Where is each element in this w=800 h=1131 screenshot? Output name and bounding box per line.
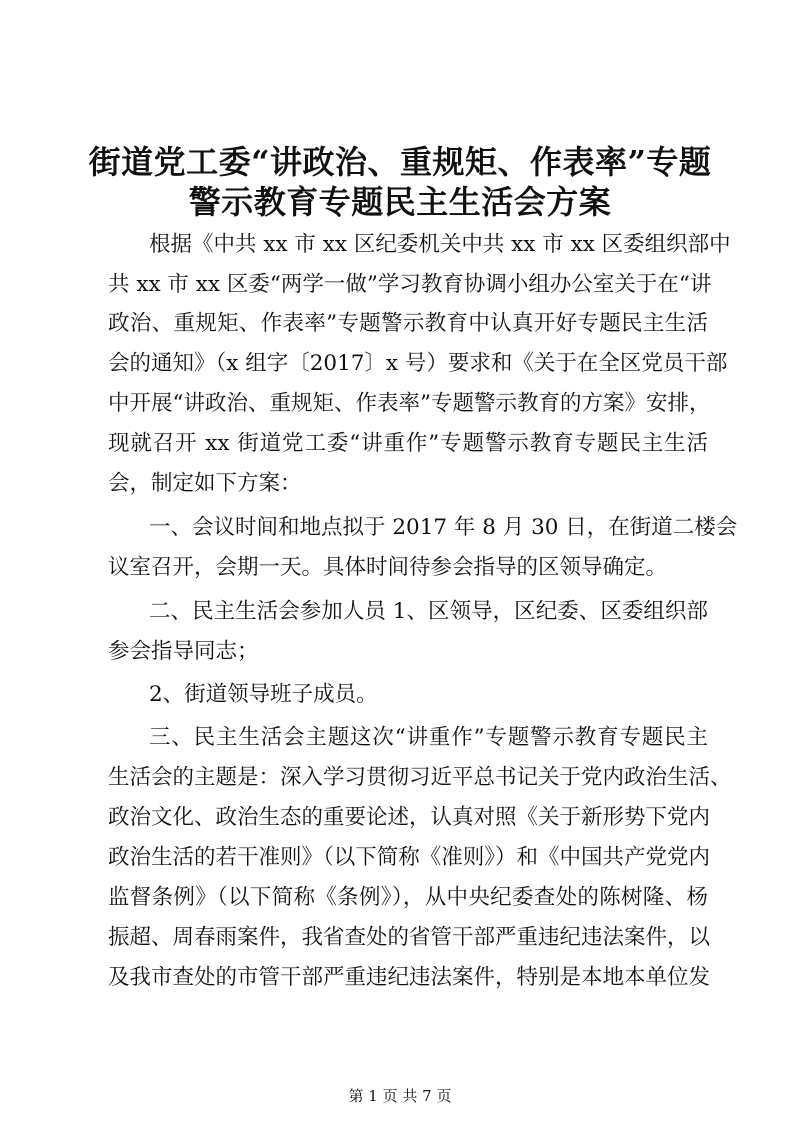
body-line: 政治文化、政治生态的重要论述，认真对照《关于新形势下党内: [108, 805, 711, 830]
body-line: 会，制定如下方案：: [108, 471, 302, 496]
page-number-footer: 第 1 页 共 7 页: [348, 1087, 452, 1105]
body-line: 监督条例》（以下简称《条例》），从中央纪委查处的陈树隆、杨: [108, 885, 708, 910]
body-line: 政治生活的若干准则》（以下简称《准则》）和《中国共产党党内: [108, 845, 711, 870]
body-line: 及我市查处的市管干部严重违纪违法案件，特别是本地本单位发: [108, 965, 711, 990]
document-title-line-1: 街道党工委“讲政治、重规矩、作表率”专题: [88, 143, 712, 181]
body-line: 政治、重规矩、作表率”专题警示教育中认真开好专题民主生活: [108, 311, 708, 336]
body-line: 会的通知》（x 组字〔2017〕x 号）要求和《关于在全区党员干部: [108, 351, 728, 376]
body-line: 中开展“讲政治、重规矩、作表率”专题警示教育的方案》安排，: [108, 391, 711, 416]
body-line: 振超、周春雨案件，我省查处的省管干部严重违纪违法案件，以: [108, 925, 711, 950]
body-line: 共 xx 市 xx 区委“两学一做”学习教育协调小组办公室关于在“讲: [108, 272, 712, 297]
body-line: 现就召开 xx 街道党工委“讲重作”专题警示教育专题民主生活: [108, 431, 708, 456]
body-line: 根据《中共 xx 市 xx 区纪委机关中共 xx 市 xx 区委组织部中: [149, 232, 731, 257]
document-title-line-2: 警示教育专题民主生活会方案: [188, 183, 612, 221]
body-line: 2、街道领导班子成员。: [149, 682, 378, 707]
body-line: 生活会的主题是：深入学习贯彻习近平总书记关于党内政治生活、: [108, 765, 732, 790]
body-line: 参会指导同志；: [108, 639, 259, 664]
body-line: 议室召开，会期一天。具体时间待参会指导的区领导确定。: [108, 555, 668, 580]
body-line: 二、民主生活会参加人员 1、区领导，区纪委、区委组织部: [149, 599, 708, 624]
body-line: 三、民主生活会主题这次“讲重作”专题警示教育专题民主: [149, 725, 708, 750]
body-line: 一、会议时间和地点拟于 2017 年 8 月 30 日，在街道二楼会: [149, 515, 738, 540]
